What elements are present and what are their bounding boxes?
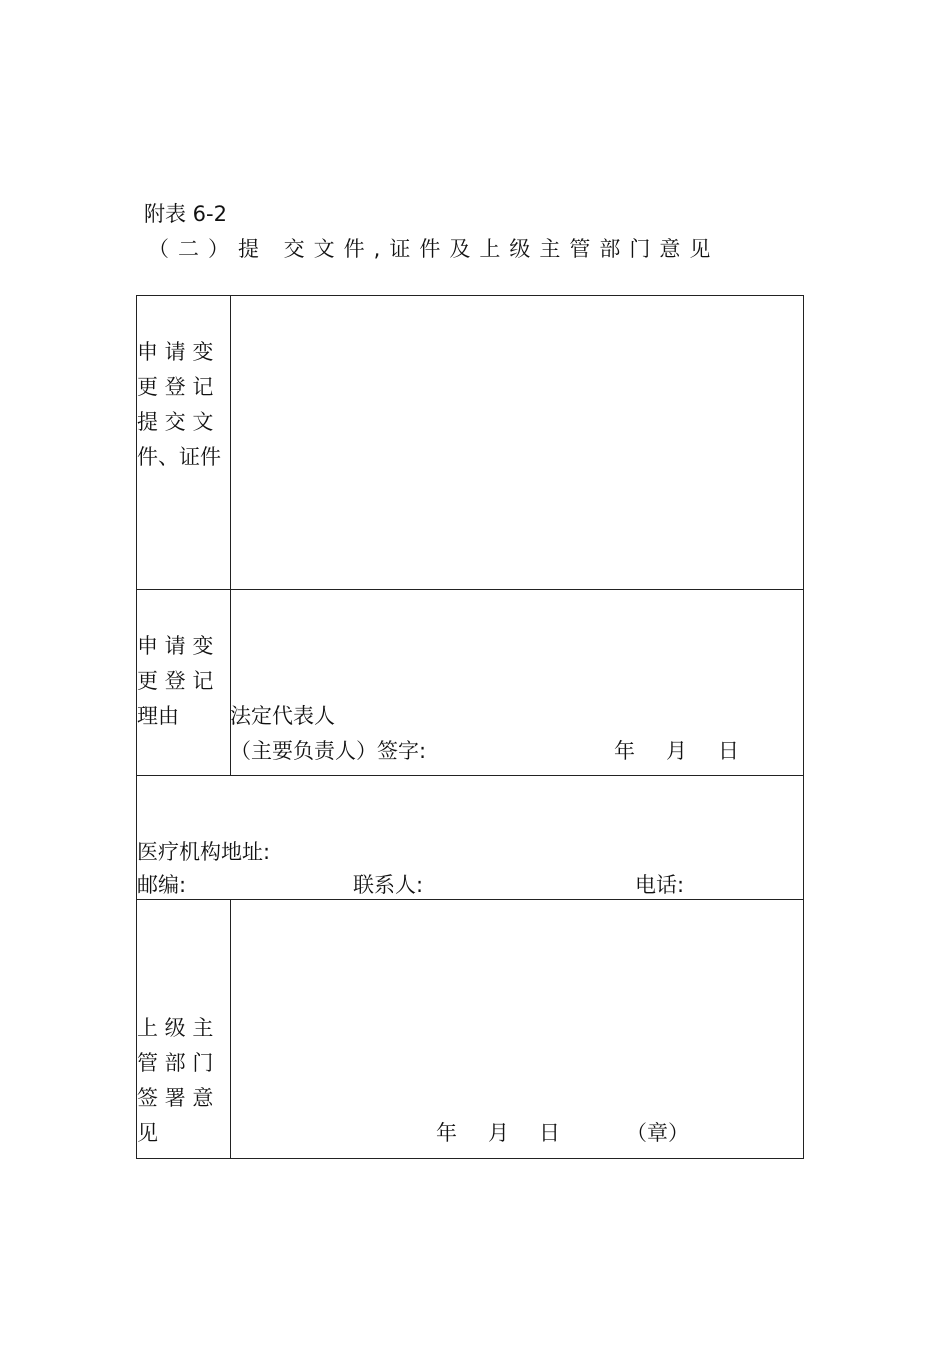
label-line: 更 登 记: [137, 375, 214, 399]
date-year: 年: [614, 739, 635, 763]
label-line: 签 署 意: [137, 1086, 214, 1110]
submitted-documents-label: [137, 335, 229, 475]
label-line: 上 级 主: [137, 1016, 214, 1040]
seal-label: （章）: [626, 1121, 689, 1145]
form-subtitle: （二）提 交文件,证件及上级主管部门意见: [148, 237, 720, 261]
date-month: 月: [488, 1121, 509, 1145]
institution-address-label: 医疗机构地址:: [137, 840, 271, 864]
change-registration-form: [136, 295, 804, 1159]
contact-person-label: 联系人:: [353, 873, 424, 897]
date-day: 日: [539, 1121, 560, 1145]
date-year: 年: [436, 1121, 457, 1145]
phone-label: 电话:: [635, 873, 685, 897]
label-line: 管 部 门: [137, 1051, 214, 1075]
date-month: 月: [666, 739, 687, 763]
submitted-documents-field[interactable]: [231, 296, 803, 589]
date-day: 日: [718, 739, 739, 763]
label-line: 理由: [137, 704, 179, 728]
change-reason-label: [137, 629, 229, 734]
row-divider: [137, 775, 803, 776]
superior-opinion-label: [137, 1011, 229, 1151]
label-line: 见: [137, 1121, 158, 1145]
label-line: 申 请 变: [137, 634, 214, 658]
attachment-number: 附表 6-2: [144, 202, 227, 226]
label-line: 申 请 变: [137, 340, 214, 364]
label-line: 提 交 文: [137, 410, 214, 434]
signature-label: （主要负责人）签字:: [230, 739, 427, 763]
legal-representative-label: 法定代表人: [230, 704, 335, 728]
superior-opinion-field[interactable]: [231, 900, 803, 1158]
label-line: 更 登 记: [137, 669, 214, 693]
postcode-label: 邮编:: [137, 873, 187, 897]
label-line: 件、证件: [137, 445, 221, 469]
